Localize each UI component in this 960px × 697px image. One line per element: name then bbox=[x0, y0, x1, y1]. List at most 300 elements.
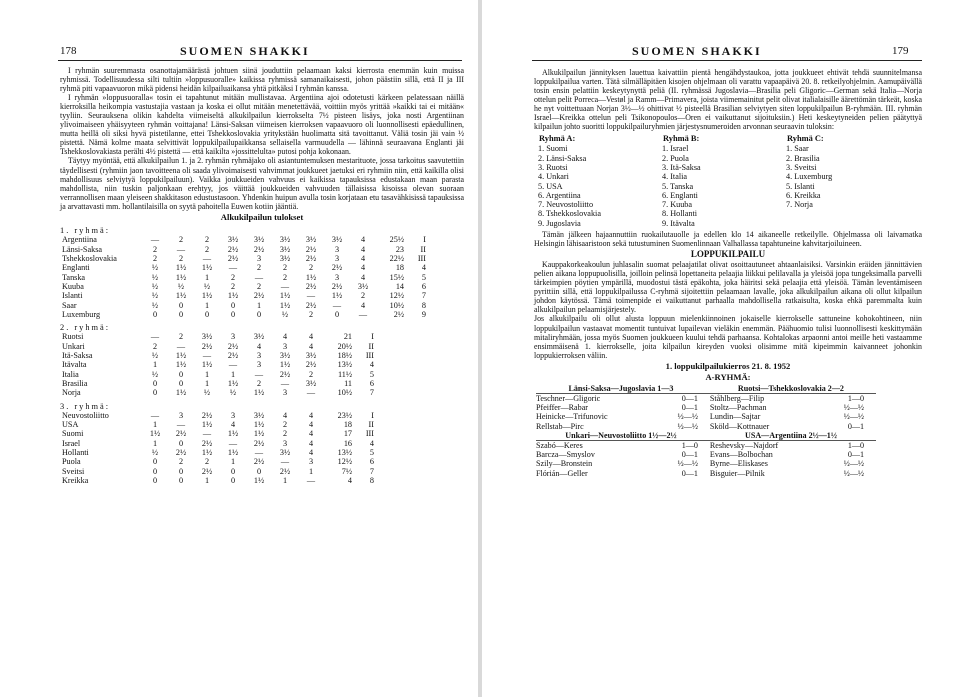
score-cell: 0 bbox=[178, 369, 184, 379]
score-cell: 0 bbox=[230, 300, 236, 310]
score-cell: — bbox=[228, 438, 238, 448]
score-cell: 2 bbox=[282, 272, 288, 282]
total-points: 4 bbox=[347, 475, 352, 485]
match-header-row bbox=[536, 384, 876, 394]
score-cell: ½ bbox=[177, 281, 185, 291]
table-row bbox=[536, 403, 876, 412]
score-cell: 3 bbox=[178, 410, 184, 420]
score-cell: 1 bbox=[152, 438, 158, 448]
score-cell: — bbox=[280, 378, 290, 388]
score-cell: 0 bbox=[152, 378, 158, 388]
score-cell: 2½ bbox=[253, 291, 265, 301]
score-cell: 0 bbox=[152, 475, 158, 485]
placing: III bbox=[365, 351, 374, 361]
group-entry: 9. Itävalta bbox=[662, 218, 695, 228]
table-row bbox=[538, 209, 910, 218]
game-result: 0—1 bbox=[681, 468, 698, 478]
score-cell: 4 bbox=[308, 410, 314, 420]
team-name: Argentiina bbox=[62, 235, 97, 245]
score-cell: 2 bbox=[256, 263, 262, 273]
total-points: 18½ bbox=[337, 351, 352, 361]
score-cell: 1½ bbox=[175, 388, 187, 398]
running-head-left: SUOMEN SHAKKI bbox=[180, 44, 310, 58]
game-pairing: Ståhlberg—Filip bbox=[709, 394, 765, 403]
table-row bbox=[60, 457, 376, 466]
score-cell: 3½ bbox=[279, 351, 291, 361]
score-cell: 4 bbox=[308, 448, 314, 458]
total-points: 20½ bbox=[337, 341, 352, 351]
score-cell: — bbox=[306, 291, 316, 301]
score-cell: 0 bbox=[178, 309, 184, 319]
score-cell: — bbox=[332, 300, 342, 310]
table-row bbox=[536, 394, 876, 404]
score-cell: ½ bbox=[151, 281, 159, 291]
game-result: ½—½ bbox=[677, 412, 698, 422]
score-cell: 1½ bbox=[253, 388, 265, 398]
group-header: Ryhmä B: bbox=[663, 134, 700, 144]
score-cell: ½ bbox=[229, 388, 237, 398]
score-cell: 0 bbox=[178, 300, 184, 310]
team-name: Italia bbox=[62, 369, 79, 379]
score-cell: — bbox=[202, 429, 212, 439]
team-name: Israel bbox=[62, 438, 81, 448]
page-number-left: 178 bbox=[60, 45, 77, 57]
game-result: 1—0 bbox=[681, 441, 698, 451]
score-cell: 1½ bbox=[279, 360, 291, 370]
left-page bbox=[0, 0, 478, 697]
score-cell: 1½ bbox=[175, 291, 187, 301]
score-cell: — bbox=[202, 254, 212, 264]
table-row bbox=[536, 469, 876, 478]
score-cell: 1 bbox=[204, 378, 210, 388]
score-cell: 4 bbox=[256, 341, 262, 351]
placing: III bbox=[417, 254, 426, 264]
score-cell: ½ bbox=[203, 281, 211, 291]
score-cell: 3 bbox=[256, 360, 262, 370]
group-entry: 4. Unkari bbox=[538, 172, 569, 182]
header-rule-left bbox=[58, 60, 462, 61]
total-points: 18 bbox=[343, 420, 352, 430]
score-cell: 4 bbox=[308, 420, 314, 430]
score-cell: — bbox=[306, 475, 316, 485]
game-pairing: Barcza—Smyslov bbox=[536, 450, 595, 460]
score-cell: 1½ bbox=[201, 291, 213, 301]
score-cell: 1½ bbox=[227, 429, 239, 439]
score-cell: — bbox=[176, 244, 186, 254]
group-entry: 2. Puola bbox=[662, 153, 689, 163]
group-heading: 2. ryhmä: bbox=[60, 323, 111, 333]
score-cell: 3 bbox=[282, 388, 288, 398]
score-cell: 4 bbox=[360, 300, 366, 310]
score-cell: 1 bbox=[152, 420, 158, 430]
placing: II bbox=[368, 341, 374, 351]
score-cell: 4 bbox=[308, 429, 314, 439]
table-row bbox=[60, 476, 376, 485]
game-result: ½—½ bbox=[843, 403, 864, 413]
game-pairing: Sköld—Kottnauer bbox=[709, 421, 770, 431]
team-name: Puola bbox=[62, 457, 81, 467]
score-cell: 2½ bbox=[175, 429, 187, 439]
total-points: 13½ bbox=[337, 360, 352, 370]
game-result: 0—1 bbox=[681, 450, 698, 460]
section-title: LOPPUKILPAILU bbox=[690, 249, 766, 260]
score-cell: ½ bbox=[281, 309, 289, 319]
score-cell: 2½ bbox=[279, 466, 291, 476]
score-cell: 2½ bbox=[331, 263, 343, 273]
score-cell: 1 bbox=[230, 457, 236, 467]
game-result: ½—½ bbox=[843, 412, 864, 422]
score-cell: ½ bbox=[203, 388, 211, 398]
score-cell: ½ bbox=[151, 448, 159, 458]
total-points: 16 bbox=[343, 438, 352, 448]
table-row bbox=[538, 144, 910, 153]
table-row bbox=[538, 219, 910, 228]
total-points: 18 bbox=[395, 263, 404, 273]
score-cell: 2½ bbox=[227, 244, 239, 254]
score-cell: 2 bbox=[282, 263, 288, 273]
score-cell: 1½ bbox=[253, 420, 265, 430]
total-points: 7½ bbox=[341, 466, 352, 476]
score-cell: 4 bbox=[360, 263, 366, 273]
paragraph: Alkukilpailun jännityksen lauettua kaivattiin pientä hengähdystaukoa, jotta joukkueet ehtivät tehdä suunnitelmansa loppukilpailua varten. Tätä silmälläpitäen kisojen ohjelmaan oli varattu vapaapäivä 20. 8. retkeilyohjelmin. Aamupäivällä tosin ensin pelattiin keskeytynyttä peliä (II. ryhmässä Jugoslavia—Brasilia peli Gligoric—German sekä Italia—Norja ottelun pelit Porreca—Vestøl ja Ramm—Primavera, joista viimemainitut pelit olivat italialaisille äärettömän tärkeät, koska he nyt voittettuaan Norjan 3½—½ ohittivat ½ pisteellä Brasilian selviytyen siten loppukilpailun B-ryhmään. III. ryhmän Israel—Kreikka ottelun peli Tsikonopoulos—Oren ei vaikuttanut sijoituksiin.) Heti keskeytyneiden pelien päätyttyä kilpailun johto suoritti loppukilpailuryhmien järjestysnumeroiden arvonnan seuraavin tuloksin: bbox=[534, 68, 922, 132]
score-cell: 0 bbox=[204, 309, 210, 319]
score-cell: 2 bbox=[360, 291, 366, 301]
score-cell: 3½ bbox=[227, 235, 239, 245]
total-points: 12½ bbox=[389, 291, 404, 301]
score-cell: 1½ bbox=[201, 448, 213, 458]
placing: 8 bbox=[421, 300, 426, 310]
paragraph: Kauppakorkeakoulun juhlasalin suomat pelaajatilat olivat osoittautuneet ahtaanlaisiksi. Varsinkin eräiden jännittävien pelien aikana loppupuolisilla, joilloin pelinsä lopettaneita pelaajia liikkui pelilavalla ja yleisöä jopa tungeksimalla parvelli tärkeimpien pöytien ympärillä, muodostui tästä epäkohta, joka häiritsi sekä pelaajia että yleisöä. Tämän leventämiseen pyrittiin sillä, että loppukilpailussa C-ryhmä sijoitettiin pelaamaan lavalle, joka alkukilpailun aikana oli ollut kilpailun johdon käytössä. Tämä toimenpide ei vaikuttanut parhaalla mahdollisella ratkaisulta, koska ehkä paremmalta kuin alkukilpailun pelaamisjärjestely. Jos alkukilpailu oli ollut alusta loppuun mielenkiinnoinen jokaiselle kierrokselle sattuneine kohokohtineen, niin loppukilpailun vastaavat momentit tuntuivat lupailevan vieläkin enemmän. Päähuomio tulisi luonnollisesti keskittymään mitaliryhmään, jossa myös Suomen joukkueen kuului tehdä parhaansa. Kohtalokas arpaonni antoi meille heti vastaamme ensimmäisenä 1. kierrokselle, joita kilpailun kireyden vuoksi olisimme mitä kipeimmin kaivanneet johonkin loppukierroksen väliin. bbox=[534, 260, 922, 360]
table-row bbox=[60, 291, 428, 300]
score-cell: 2½ bbox=[305, 254, 317, 264]
paragraph: Tämän jälkeen hajaannuttiin ruokailutauolle ja edellen klo 14 aikaneelle retkeilylle. Ohjelmassa oli laivamatka Helsingin lähisaaristoon sekä tutustuminen Suomenlinnaan Valhallassa tapahtuneine kahvitarjoiluineen. bbox=[534, 230, 922, 249]
total-points: 11 bbox=[344, 378, 352, 388]
game-result: 0—1 bbox=[681, 403, 698, 413]
score-cell: ½ bbox=[151, 272, 159, 282]
score-cell: 2 bbox=[308, 309, 314, 319]
table-row bbox=[60, 342, 376, 351]
table-row bbox=[60, 360, 376, 369]
score-cell: 2 bbox=[256, 378, 262, 388]
score-cell: 4 bbox=[230, 420, 236, 430]
team-name: Islanti bbox=[62, 291, 83, 301]
matches-table bbox=[536, 384, 876, 478]
score-cell: — bbox=[150, 332, 160, 342]
total-points: 22½ bbox=[389, 254, 404, 264]
score-cell: ½ bbox=[151, 263, 159, 273]
game-result: ½—½ bbox=[677, 459, 698, 469]
score-cell: — bbox=[306, 388, 316, 398]
score-cell: — bbox=[202, 351, 212, 361]
score-cell: 3½ bbox=[305, 235, 317, 245]
score-cell: 2½ bbox=[305, 360, 317, 370]
table-row bbox=[60, 332, 376, 341]
score-cell: 0 bbox=[230, 466, 236, 476]
total-points: 14 bbox=[395, 281, 404, 291]
score-cell: 3½ bbox=[357, 281, 369, 291]
results-table bbox=[60, 411, 376, 485]
score-cell: 2 bbox=[308, 369, 314, 379]
table-row bbox=[60, 411, 376, 420]
team-name: Luxemburg bbox=[62, 309, 101, 319]
score-cell: 1½ bbox=[331, 291, 343, 301]
game-result: 0—1 bbox=[847, 421, 864, 431]
paragraph: Täytyy myöntää, että alkukilpailun 1. ja 2. ryhmän ryhmäjako oli asiantuntemuksen mestarituote, jossa tarkoitus saavutettiin täydellisesti (ryhmiin jaon tavoitteena oli saada ylivoimaisesti vahvimmat joukkueet jaetuksi eri ryhmiin niin, että kaikilla olisi mahdollisuus selviytyä loppukilpailuun). Vaikka joukkueiden vahvuus ei kaikissa tapauksissa edustakaan maan parasta mahdollista, niin tuskin paljonkaan erehtyy, jos väittää joukkueiden vahvuuden tällaisissa kisoissa olevan suoraan verrannollisen maan yleiseen shakkitason edustustasoon. Yhdenkin huipun avulla tosin korjataan etu tasavähkisissä tapauksissa ja arvattavasti mm. hollantilaisilla on syytä pahoitella Euwen kotiin jääntiä. bbox=[60, 156, 464, 211]
score-cell: 3 bbox=[334, 254, 340, 264]
group-header: Ryhmä A: bbox=[539, 134, 576, 144]
score-cell: 1 bbox=[308, 466, 314, 476]
group-entry: 6. Argentiina bbox=[538, 190, 581, 200]
score-cell: 3 bbox=[256, 254, 262, 264]
table-row bbox=[60, 388, 376, 397]
game-pairing: Evans—Bolbochan bbox=[709, 450, 773, 460]
score-cell: — bbox=[358, 309, 368, 319]
table-row bbox=[60, 351, 376, 360]
game-pairing: Flórián—Geller bbox=[536, 468, 588, 478]
match-header-row bbox=[536, 431, 876, 441]
score-cell: 2½ bbox=[175, 448, 187, 458]
score-cell: 2 bbox=[152, 341, 158, 351]
table-row bbox=[60, 379, 376, 388]
table-row bbox=[538, 172, 910, 181]
score-cell: 3½ bbox=[279, 235, 291, 245]
score-cell: 4 bbox=[282, 410, 288, 420]
score-cell: — bbox=[150, 235, 160, 245]
total-points: 10½ bbox=[389, 300, 404, 310]
placing: I bbox=[423, 235, 426, 245]
score-cell: 2½ bbox=[201, 410, 213, 420]
game-result: ½—½ bbox=[843, 468, 864, 478]
game-pairing: Lundin—Sajtar bbox=[709, 412, 761, 422]
score-cell: 0 bbox=[152, 309, 158, 319]
total-points: 10½ bbox=[337, 388, 352, 398]
game-pairing: Rellstab—Pirc bbox=[536, 421, 584, 431]
score-cell: 1½ bbox=[305, 272, 317, 282]
placing: 4 bbox=[421, 263, 426, 273]
placing: 4 bbox=[369, 360, 374, 370]
table-row bbox=[60, 448, 376, 457]
score-cell: 2 bbox=[178, 235, 184, 245]
placing: 4 bbox=[369, 438, 374, 448]
score-cell: — bbox=[176, 341, 186, 351]
score-cell: 0 bbox=[152, 388, 158, 398]
team-name: Länsi-Saksa bbox=[62, 244, 103, 254]
team-name: Tshekkoslovakia bbox=[62, 254, 117, 264]
table-row bbox=[536, 459, 876, 468]
score-cell: 1½ bbox=[201, 360, 213, 370]
group-entry: 9. Jugoslavia bbox=[538, 218, 581, 228]
total-points: 21 bbox=[343, 332, 352, 342]
score-cell: 3½ bbox=[253, 235, 265, 245]
score-cell: — bbox=[280, 457, 290, 467]
group-entry: 8. Tshekkoslovakia bbox=[538, 209, 601, 219]
score-cell: 2 bbox=[256, 281, 262, 291]
score-cell: 2½ bbox=[279, 369, 291, 379]
score-cell: 3½ bbox=[253, 332, 265, 342]
table-row bbox=[60, 370, 376, 379]
team-name: Saar bbox=[62, 300, 77, 310]
table-row bbox=[60, 273, 428, 282]
game-pairing: Heinicke—Trifunovic bbox=[536, 412, 608, 422]
group-heading: 1. ryhmä: bbox=[60, 226, 111, 236]
table-row bbox=[60, 254, 428, 263]
placing: 8 bbox=[369, 475, 374, 485]
score-cell: 4 bbox=[308, 438, 314, 448]
table-row bbox=[536, 412, 876, 421]
score-cell: 2½ bbox=[201, 438, 213, 448]
score-cell: 2 bbox=[178, 457, 184, 467]
score-cell: 2 bbox=[230, 272, 236, 282]
results-table bbox=[60, 332, 376, 397]
results-title: Alkukilpailun tulokset bbox=[220, 211, 304, 222]
placing: 6 bbox=[369, 457, 374, 467]
round-title: 1. loppukilpailukierros 21. 8. 1952 bbox=[665, 360, 791, 371]
page-number-right: 179 bbox=[892, 45, 909, 57]
score-cell: 3 bbox=[282, 341, 288, 351]
score-cell: 3½ bbox=[305, 378, 317, 388]
placing: III bbox=[365, 429, 374, 439]
score-cell: 3½ bbox=[279, 244, 291, 254]
score-cell: 4 bbox=[308, 341, 314, 351]
placing: 5 bbox=[421, 272, 426, 282]
score-cell: 4 bbox=[282, 332, 288, 342]
group-entry: 7. Kuuba bbox=[662, 200, 693, 210]
team-name: Kreikka bbox=[62, 475, 89, 485]
score-cell: 0 bbox=[152, 466, 158, 476]
score-cell: 1½ bbox=[227, 448, 239, 458]
results-table bbox=[60, 235, 428, 319]
score-cell: 2½ bbox=[227, 254, 239, 264]
score-cell: 0 bbox=[230, 309, 236, 319]
team-name: Tanska bbox=[62, 272, 86, 282]
score-cell: 1 bbox=[204, 272, 210, 282]
table-row bbox=[538, 200, 910, 209]
total-points: 15½ bbox=[389, 272, 404, 282]
match-header: USA—Argentiina 2½—1½ bbox=[710, 431, 876, 441]
score-cell: 1½ bbox=[201, 420, 213, 430]
score-cell: 3 bbox=[256, 351, 262, 361]
team-name: Englanti bbox=[62, 263, 90, 273]
score-cell: 1½ bbox=[279, 300, 291, 310]
score-cell: 4 bbox=[360, 272, 366, 282]
table-row bbox=[538, 154, 910, 163]
table-row bbox=[60, 263, 428, 272]
game-pairing: Reshevsky—Najdorf bbox=[709, 441, 779, 451]
team-name: Sveitsi bbox=[62, 466, 85, 476]
score-cell: 2½ bbox=[201, 466, 213, 476]
total-points: 2½ bbox=[393, 309, 404, 319]
paragraph: I ryhmän suuremmasta osanottajamäärästä johtuen siinä jouduttiin pelaamaan kaksi kierrosta enemmän kuin muissa ryhmissä. Todellisuudessa silti tultiin »loppusuoralle» kaikissa ryhmissä samanaikaisesti, johon päästiin sillä, että II ja III ryhmä piti vapaavuoron mikä pidensi heidän kilpailuaikansa yhtä pitkäksi I ryhmän kanssa. bbox=[60, 66, 464, 94]
score-cell: 2½ bbox=[201, 341, 213, 351]
score-cell: 2½ bbox=[253, 244, 265, 254]
score-cell: 3½ bbox=[279, 254, 291, 264]
total-points: 13½ bbox=[337, 448, 352, 458]
game-pairing: Szabó—Keres bbox=[536, 441, 583, 451]
score-cell: 2½ bbox=[305, 281, 317, 291]
group-entry bbox=[786, 219, 910, 228]
results-tables bbox=[60, 226, 464, 485]
team-name: Suomi bbox=[62, 429, 84, 439]
score-cell: ½ bbox=[151, 291, 159, 301]
score-cell: 1½ bbox=[227, 378, 239, 388]
table-row bbox=[60, 467, 376, 476]
group-entry: 4. Italia bbox=[662, 172, 688, 182]
score-cell: 0 bbox=[230, 475, 236, 485]
score-cell: 1½ bbox=[253, 475, 265, 485]
match-header: Ruotsi—Tshekkoslovakia 2—2 bbox=[710, 384, 876, 394]
right-text-column bbox=[534, 68, 922, 478]
score-cell: 1½ bbox=[201, 263, 213, 273]
score-cell: 4 bbox=[360, 235, 366, 245]
score-cell: 2 bbox=[308, 263, 314, 273]
placing: I bbox=[371, 410, 374, 420]
score-cell: 3 bbox=[230, 410, 236, 420]
score-cell: 2 bbox=[282, 420, 288, 430]
table-row bbox=[60, 282, 428, 291]
game-result: 0—1 bbox=[681, 394, 698, 403]
score-cell: 1½ bbox=[175, 360, 187, 370]
score-cell: 4 bbox=[360, 244, 366, 254]
table-row bbox=[60, 420, 376, 429]
score-cell: 2 bbox=[204, 457, 210, 467]
score-cell: 3 bbox=[334, 272, 340, 282]
group-entry: 1. Suomi bbox=[538, 144, 568, 154]
score-cell: 1½ bbox=[149, 429, 161, 439]
group-entry: 3. Itä-Saksa bbox=[662, 162, 701, 172]
team-name: Hollanti bbox=[62, 448, 89, 458]
score-cell: 1 bbox=[204, 300, 210, 310]
score-cell: 2 bbox=[178, 254, 184, 264]
score-cell: 1½ bbox=[175, 272, 187, 282]
score-cell: — bbox=[254, 272, 264, 282]
score-cell: 3 bbox=[334, 244, 340, 254]
right-page bbox=[482, 0, 960, 697]
match-header: Unkari—Neuvostoliitto 1½—2½ bbox=[536, 431, 710, 441]
placing: II bbox=[420, 244, 426, 254]
score-cell: 1 bbox=[204, 369, 210, 379]
team-name: Brasilia bbox=[62, 378, 88, 388]
table-row bbox=[536, 450, 876, 459]
score-cell: 1 bbox=[256, 300, 262, 310]
score-cell: 1½ bbox=[175, 351, 187, 361]
score-cell: 1 bbox=[204, 475, 210, 485]
group-header: Ryhmä C: bbox=[787, 134, 824, 144]
placing: 7 bbox=[369, 388, 374, 398]
score-cell: 2½ bbox=[227, 341, 239, 351]
score-cell: 1½ bbox=[175, 263, 187, 273]
score-cell: ½ bbox=[151, 351, 159, 361]
score-cell: 3 bbox=[308, 457, 314, 467]
left-text-column bbox=[60, 66, 464, 485]
table-row bbox=[60, 235, 428, 244]
score-cell: 0 bbox=[334, 309, 340, 319]
placing: 7 bbox=[369, 466, 374, 476]
score-cell: 3 bbox=[230, 332, 236, 342]
group-entry: 4. Luxemburg bbox=[786, 172, 833, 182]
score-cell: 2 bbox=[204, 235, 210, 245]
placing: 7 bbox=[421, 291, 426, 301]
score-cell: 2 bbox=[152, 244, 158, 254]
final-groups-table bbox=[538, 133, 910, 228]
game-result: ½—½ bbox=[843, 459, 864, 469]
score-cell: 3½ bbox=[305, 351, 317, 361]
score-cell: 0 bbox=[178, 475, 184, 485]
table-row bbox=[60, 301, 428, 310]
game-result: 1—0 bbox=[847, 441, 864, 451]
group-entry: 1. Israel bbox=[662, 144, 689, 154]
game-result: ½—½ bbox=[677, 421, 698, 431]
score-cell: 1½ bbox=[253, 429, 265, 439]
